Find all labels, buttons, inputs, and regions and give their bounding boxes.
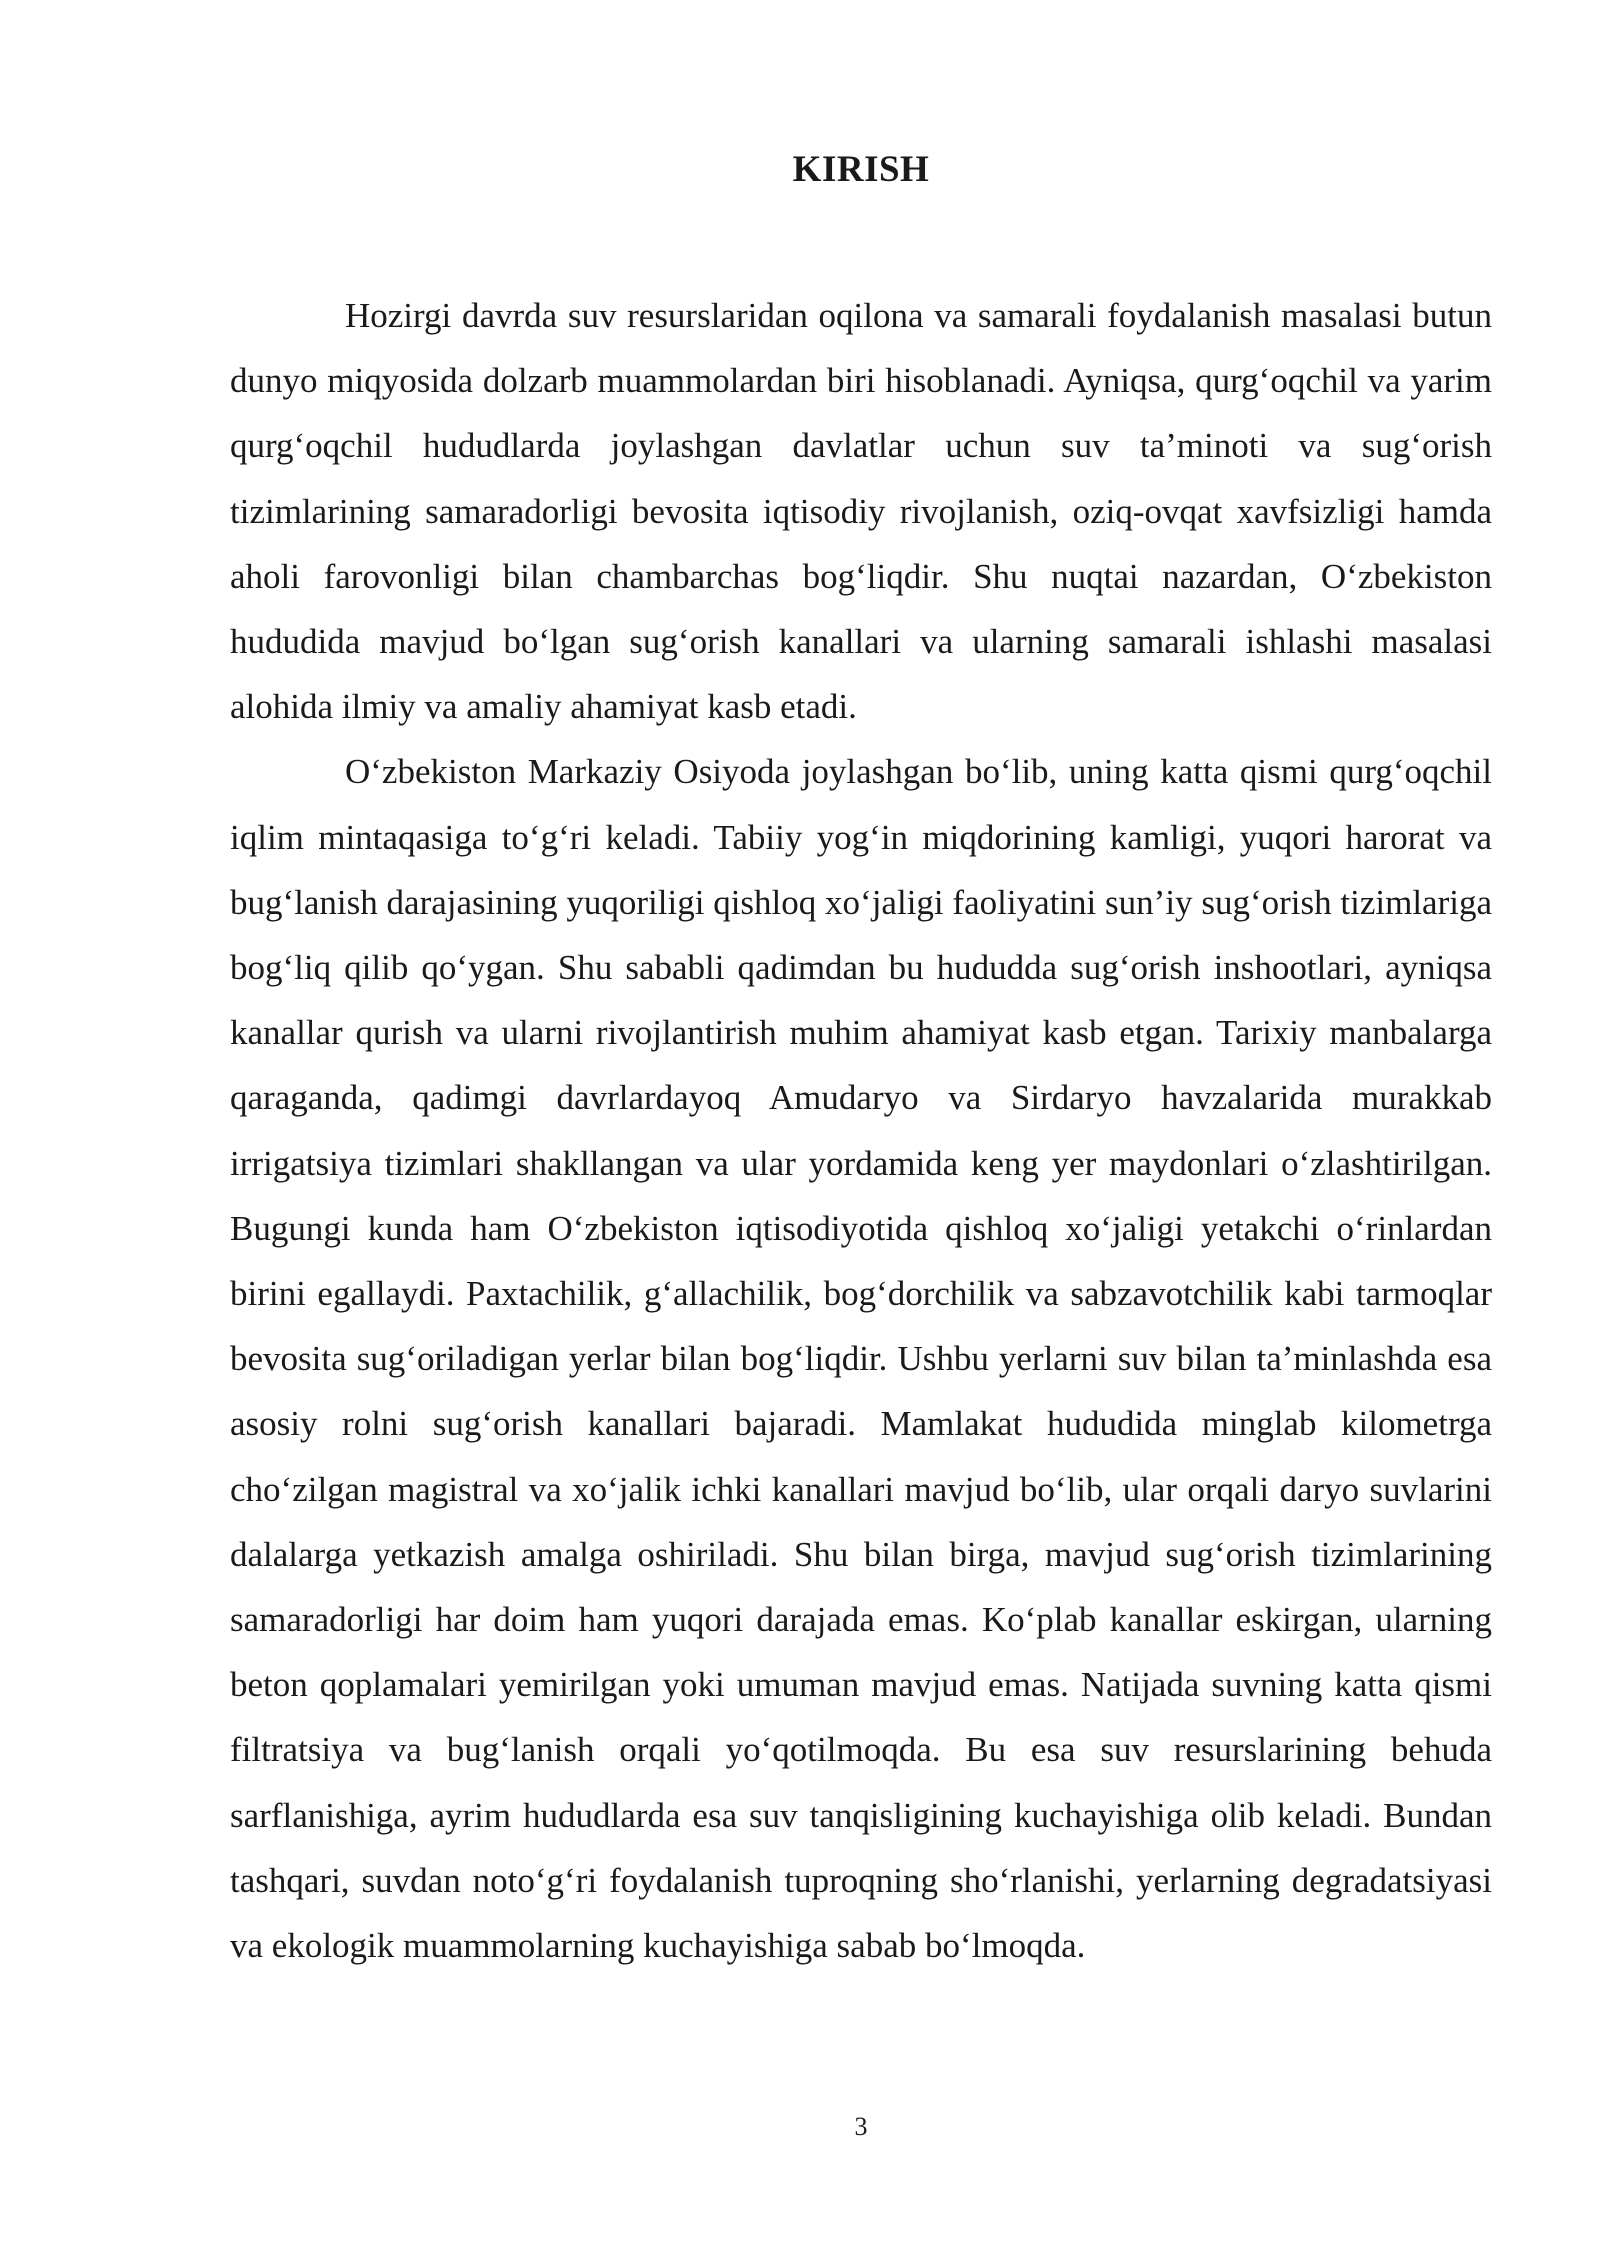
page-number: 3 <box>854 2112 868 2141</box>
paragraph-2: O‘zbekiston Markaziy Osiyoda joylashgan bo‘lib, uning katta qismi qurg‘oqchil iqlim mintaqasiga to‘g‘ri keladi. Tabiiy yog‘in miqdorining kamligi, yuqori harorat va bug‘lanish darajasining yuqoriligi qishloq xo‘jaligi faoliyatini sun’iy sug‘orish tizimlariga bog‘liq qilib qo‘ygan. Shu sababli qadimdan bu hududda sug‘orish inshootlari, ayniqsa kanallar qurish va ularni rivojlantirish muhim ahamiyat kasb etgan. Tarixiy manbalarga qaraganda, qadimgi davrlardayoq Amudaryo va Sirdaryo havzalarida murakkab irrigatsiya tizimlari shakllangan va ular yordamida keng yer maydonlari o‘zlashtirilgan. Bugungi kunda ham O‘zbekiston iqtisodiyotida qishloq xo‘jaligi yetakchi o‘rinlardan birini egallaydi. Paxtachilik, g‘allachilik, bog‘dorchilik va sabzavotchilik kabi tarmoqlar bevosita sug‘oriladigan yerlar bilan bog‘liqdir. Ushbu yerlarni suv bilan ta’minlashda esa asosiy rolni sug‘orish kanallari bajaradi. Mamlakat hududida minglab kilometrga cho‘zilgan magistral va xo‘jalik ichki kanallari mavjud bo‘lib, ular orqali daryo suvlarini dalalarga yetkazish amalga oshiriladi. Shu bilan birga, mavjud sug‘orish tizimlarining samaradorligi har doim ham yuqori darajada emas. Ko‘plab kanallar eskirgan, ularning beton qoplamalari yemirilgan yoki umuman mavjud emas. Natijada suvning katta qismi filtratsiya va bug‘lanish orqali yo‘qotilmoqda. Bu esa suv resurslarining behuda sarflanishiga, ayrim hududlarda esa suv tanqisligining kuchayishiga olib keladi. Bundan tashqari, suvdan noto‘g‘ri foydalanish tuproqning sho‘rlanishi, yerlarning degradatsiyasi va ekologik muammolarning kuchayishiga sabab bo‘lmoqda. <box>230 752 1492 1966</box>
paragraph-1: Hozirgi davrda suv resurslaridan oqilona va samarali foydalanish masalasi butun dunyo miqyosida dolzarb muammolardan biri hisoblanadi. Ayniqsa, qurg‘oqchil va yarim qurg‘oqchil hududlarda joylashgan davlatlar uchun suv ta’minoti va sug‘orish tizimlarining samaradorligi bevosita iqtisodiy rivojlanish, oziq-ovqat xavfsizligi hamda aholi farovonligi bilan chambarchas bog‘liqdir. Shu nuqtai nazardan, O‘zbekiston hududida mavjud bo‘lgan sug‘orish kanallari va ularning samarali ishlashi masalasi alohida ilmiy va amaliy ahamiyat kasb etadi. <box>230 296 1492 727</box>
section-title: KIRISH <box>792 149 930 190</box>
body-text <box>230 283 1492 1978</box>
